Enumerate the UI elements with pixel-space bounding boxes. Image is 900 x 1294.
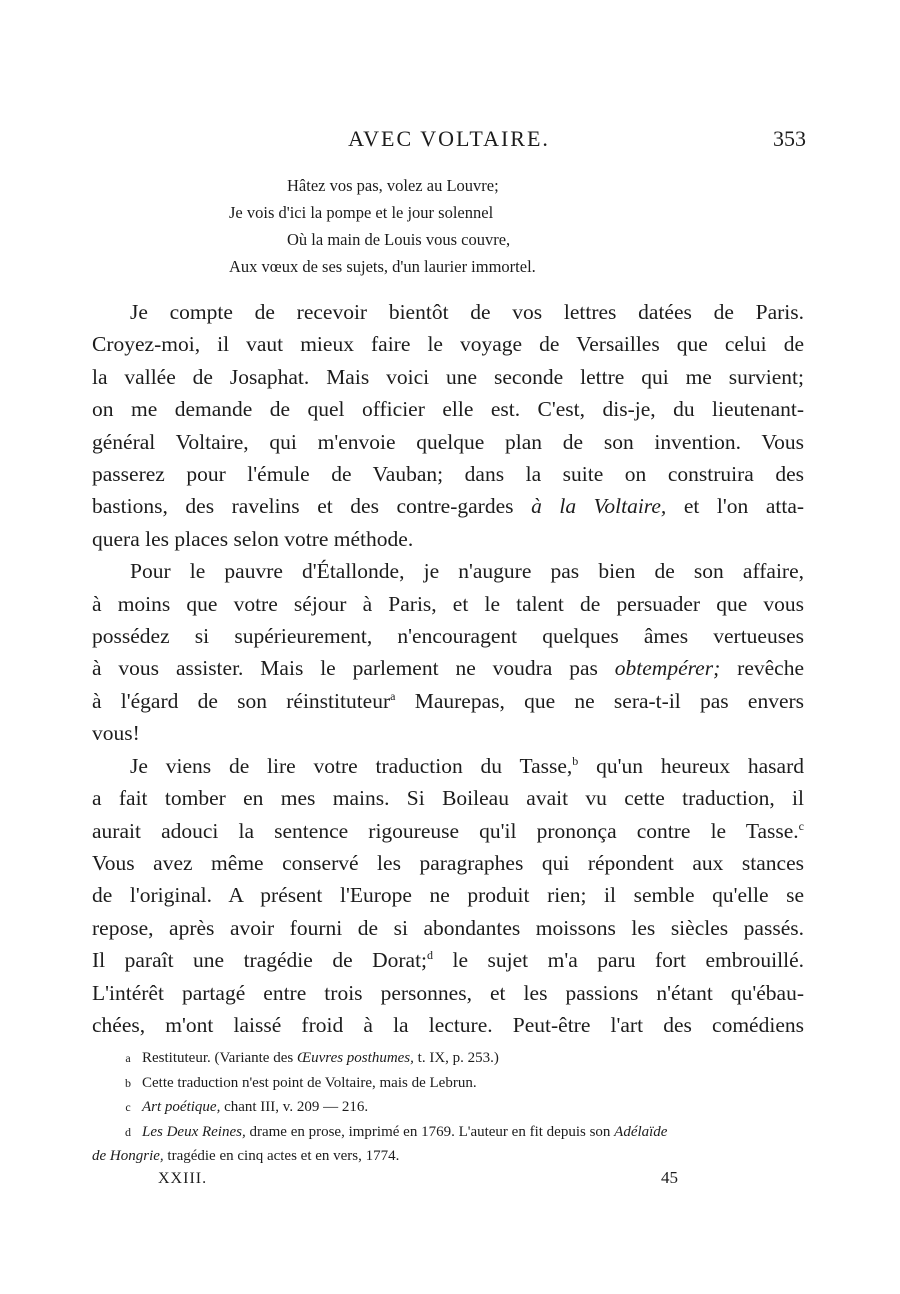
text-line: général Voltaire, qui m'envoie quelque plan de son invention. Vous [92, 429, 804, 454]
text-line: à moins que votre séjour à Paris, et le talent de persuader que vous [92, 591, 804, 616]
verse-quotation [0, 172, 900, 280]
text-line [92, 652, 804, 684]
footnote-c [92, 1095, 806, 1120]
footnote-text: drame en prose, imprimé en 1769. L'auteur en fit depuis son [249, 1123, 611, 1140]
footnote-text: Restituteur. (Variante des [142, 1050, 294, 1066]
text-line: Croyez-moi, il vaut mieux faire le voyage de Versailles que celui de [92, 332, 804, 357]
text-line: de l'original. A présent l'Europe ne produit rien; il semble qu'elle se [92, 883, 804, 908]
footnote-italic: Adélaïde [614, 1123, 668, 1140]
footnote-italic: de Hongrie, [92, 1148, 164, 1164]
text-line: Pour le pauvre d'Étallonde, je n'augure pas bien de son affaire, [130, 559, 804, 584]
text-run: Maurepas, que ne sera-t-il pas envers [414, 688, 805, 713]
page-number: 353 [773, 126, 806, 151]
paragraph [92, 750, 804, 1042]
italic-phrase: obtempérer; [614, 656, 721, 681]
paragraph [92, 555, 804, 749]
footnote-mark: b [125, 1075, 131, 1090]
text-line: passerez pour l'émule de Vauban; dans la suite on construira des [92, 462, 804, 487]
text-line: Vous avez même conservé les paragraphes qui répondent aux stances [92, 850, 804, 875]
text-line [92, 750, 804, 782]
text-run: à vous assister. Mais le parlement ne voudra pas [92, 656, 598, 681]
text-line [92, 815, 804, 847]
text-line: vous! [92, 721, 140, 746]
running-head [92, 126, 806, 156]
footnote-ref[interactable]: a [390, 688, 396, 703]
verse-line: Où la main de Louis vous couvre, [287, 230, 511, 249]
text-run: qu'un heureux hasard [596, 753, 805, 778]
footnote-mark: d [125, 1124, 131, 1139]
text-run: Il paraît une tragédie de Dorat; [92, 948, 428, 973]
text-line: a fait tomber en mes mains. Si Boileau avait vu cette traduction, il [92, 786, 804, 811]
footnote-text: chant III, v. 209 — 216. [224, 1099, 369, 1115]
text-line: repose, après avoir fourni de si abondantes moissons les siècles passés. [92, 915, 804, 940]
folio-number: 45 [661, 1168, 678, 1187]
footnote-d-continued [92, 1144, 806, 1169]
verse-line: Hâtez vos pas, volez au Louvre; [287, 176, 499, 195]
footnote-b [92, 1071, 806, 1096]
text-line: L'intérêt partagé entre trois personnes, et les passions n'étant qu'ébau- [92, 980, 804, 1005]
text-run: bastions, des ravelins et des contre-gardes [92, 494, 514, 519]
text-run: Je viens de lire votre traduction du Tasse, [130, 753, 573, 778]
text-line [92, 490, 804, 522]
text-line: la vallée de Josaphat. Mais voici une seconde lettre qui me survient; [92, 364, 804, 389]
text-run: aurait adouci la sentence rigoureuse qu'il prononça contre le Tasse. [92, 818, 799, 843]
signature-mark: XXIII. [158, 1170, 208, 1187]
text-line: quera les places selon votre méthode. [92, 526, 414, 551]
verse-line: Je vois d'ici la pompe et le jour solennel [229, 203, 494, 222]
footnote-mark: a [125, 1051, 131, 1065]
footnote-text: t. IX, p. 253.) [417, 1050, 499, 1066]
footnote-ref[interactable]: d [427, 948, 434, 963]
running-title: AVEC VOLTAIRE. [348, 126, 550, 151]
body-text [92, 296, 804, 1041]
verse-line: Aux vœux de ses sujets, d'un laurier immortel. [229, 257, 536, 276]
text-run: à l'égard de son réinstituteur [92, 688, 391, 713]
text-line: chées, m'ont laissé froid à la lecture. Peut-être l'art des comédiens [92, 1012, 804, 1037]
paragraph [92, 296, 804, 555]
footnote-text: Cette traduction n'est point de Voltaire, mais de Lebrun. [142, 1074, 477, 1091]
footnote-a [92, 1046, 806, 1071]
footnote-italic: Œuvres posthumes, [296, 1050, 414, 1066]
text-line [92, 944, 804, 976]
footnote-ref[interactable]: b [572, 753, 579, 768]
text-run: le sujet m'a paru fort embrouillé. [452, 948, 805, 973]
text-run: et l'on atta- [683, 494, 805, 519]
footnotes [92, 1046, 806, 1169]
text-line: Je compte de recevoir bientôt de vos lettres datées de Paris. [130, 300, 804, 324]
footnote-italic: Les Deux Reines, [142, 1123, 246, 1140]
text-line: on me demande de quel officier elle est. C'est, dis-je, du lieutenant- [92, 397, 804, 422]
footnote-text: tragédie en cinq actes et en vers, 1774. [167, 1148, 400, 1164]
footnote-d [92, 1120, 806, 1145]
footnote-mark: c [125, 1100, 131, 1114]
text-line: possédez si supérieurement, n'encouragent quelques âmes vertueuses [92, 624, 804, 649]
footnote-ref[interactable]: c [798, 818, 804, 833]
footnote-italic: Art poétique, [142, 1099, 221, 1115]
italic-phrase: à la Voltaire, [531, 494, 667, 519]
text-run: revêche [737, 656, 804, 681]
text-line [92, 685, 804, 717]
